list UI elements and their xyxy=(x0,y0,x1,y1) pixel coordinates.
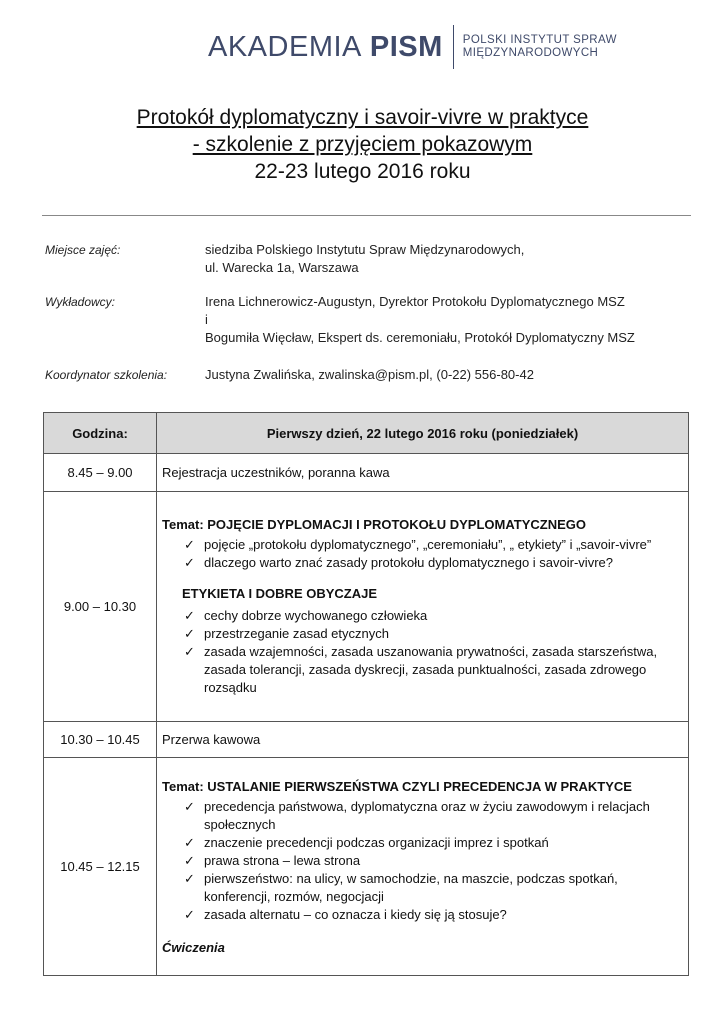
lecturers-value: Irena Lichnerowicz-Augustyn, Dyrektor Protokołu Dyplomatycznego MSZ i Bogumiła Więcław, Ekspert ds. ceremoniału, Protokół Dyplomatyczny MSZ xyxy=(205,294,635,345)
exercise-label: Ćwiczenia xyxy=(162,939,225,955)
title-line-2: - szkolenie z przyjęciem pokazowym xyxy=(192,133,533,156)
time-cell: 10.30 – 10.45 xyxy=(44,722,157,758)
list-item: ✓ prawa strona – lewa strona xyxy=(184,852,361,868)
check-icon: ✓ xyxy=(184,607,195,623)
title-line-1: Protokół dyplomatyczny i savoir-vivre w praktyce xyxy=(136,106,589,129)
time-cell: 8.45 – 9.00 xyxy=(44,454,157,492)
table-row xyxy=(44,722,689,758)
content-cell: Rejestracja uczestników, poranna kawa xyxy=(157,454,689,492)
table-row xyxy=(44,492,689,722)
subtopic-heading: ETYKIETA I DOBRE OBYCZAJE xyxy=(182,585,378,601)
time-cell: 9.00 – 10.30 xyxy=(44,492,157,722)
table-header-row xyxy=(44,413,689,454)
logo-subtitle: POLSKI INSTYTUT SPRAW MIĘDZYNARODOWYCH xyxy=(462,34,617,59)
logo xyxy=(208,24,617,70)
table-row xyxy=(44,758,689,976)
check-icon: ✓ xyxy=(184,643,195,659)
column-header-day: Pierwszy dzień, 22 lutego 2016 roku (poniedziałek) xyxy=(157,413,689,454)
content-cell xyxy=(157,758,689,976)
check-icon: ✓ xyxy=(184,834,195,850)
topic-heading: Temat: USTALANIE PIERWSZEŃSTWA CZYLI PRECEDENCJA W PRAKTYCE xyxy=(162,778,632,794)
check-icon: ✓ xyxy=(184,536,195,552)
logo-divider xyxy=(453,25,454,69)
title-date: 22-23 lutego 2016 roku xyxy=(254,160,471,183)
subtopic-list xyxy=(162,607,680,697)
topic-heading: Temat: POJĘCIE DYPLOMACJI I PROTOKOŁU DYPLOMATYCZNEGO xyxy=(162,516,586,532)
logo-text: AKADEMIA PISM xyxy=(208,31,443,63)
coordinator-value: Justyna Zwalińska, zwalinska@pism.pl, (0-22) 556-80-42 xyxy=(205,367,534,382)
list-item: ✓ cechy dobrze wychowanego człowieka xyxy=(184,607,428,623)
content-cell xyxy=(157,492,689,722)
check-icon: ✓ xyxy=(184,625,195,641)
venue-value: siedziba Polskiego Instytutu Spraw Międzynarodowych, ul. Warecka 1a, Warszawa xyxy=(205,242,525,275)
venue-label: Miejsce zajęć: xyxy=(45,243,121,257)
table-row xyxy=(44,454,689,492)
topic-list xyxy=(162,798,680,924)
list-item: ✓ pojęcie „protokołu dyplomatycznego”, „ceremoniału”, „ etykiety” i „savoir-vivre” xyxy=(184,536,652,552)
list-item: ✓ przestrzeganie zasad etycznych xyxy=(184,625,389,641)
check-icon: ✓ xyxy=(184,554,195,570)
list-item: ✓ zasada wzajemności, zasada uszanowania prywatności, zasada starszeństwa, zasada tolerancji, zasada dyskrecji, zasada punktualności, zasada zdrowego rozsądku xyxy=(184,643,658,695)
check-icon: ✓ xyxy=(184,798,195,814)
topic-list xyxy=(162,536,680,572)
list-item: ✓ dlaczego warto znać zasady protokołu dyplomatycznego i savoir-vivre? xyxy=(184,554,613,570)
schedule-table xyxy=(43,412,689,976)
check-icon: ✓ xyxy=(184,906,195,922)
divider xyxy=(42,215,691,216)
lecturers-label: Wykładowcy: xyxy=(45,295,116,309)
document-title xyxy=(0,104,725,185)
time-cell: 10.45 – 12.15 xyxy=(44,758,157,976)
list-item: ✓ precedencja państwowa, dyplomatyczna oraz w życiu zawodowym i relacjach społecznych xyxy=(184,798,650,832)
check-icon: ✓ xyxy=(184,852,195,868)
check-icon: ✓ xyxy=(184,870,195,886)
list-item: ✓ znaczenie precedencji podczas organizacji imprez i spotkań xyxy=(184,834,549,850)
column-header-time: Godzina: xyxy=(44,413,157,454)
list-item: ✓ zasada alternatu – co oznacza i kiedy się ją stosuje? xyxy=(184,906,507,922)
list-item: ✓ pierwszeństwo: na ulicy, w samochodzie, na maszcie, podczas spotkań, konferencji, rozmów, negocjacji xyxy=(184,870,618,904)
coordinator-label: Koordynator szkolenia: xyxy=(45,368,168,382)
content-cell: Przerwa kawowa xyxy=(157,722,689,758)
